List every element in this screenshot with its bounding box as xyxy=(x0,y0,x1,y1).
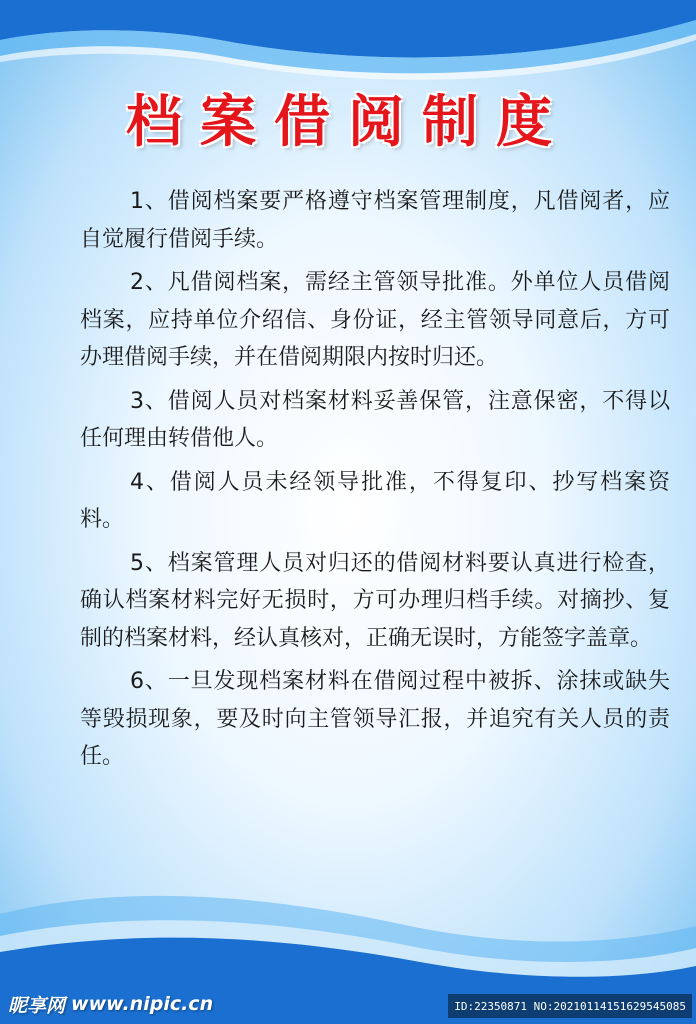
rule-paragraph-4: 4、借阅人员未经领导批准，不得复印、抄写档案资料。 xyxy=(80,469,670,532)
watermark-url: www.nipic.cn xyxy=(71,993,214,1015)
page-title: 档案借阅制度 xyxy=(126,89,570,155)
rule-paragraph-5: 5、档案管理人员对归还的借阅材料要认真进行检查，确认档案材料完好无损时，方可办理归档手续。对摘抄、复制的档案材料，经认真核对，正确无误时，方能签字盖章。 xyxy=(80,550,670,651)
rule-paragraph-2: 2、凡借阅档案，需经主管领导批准。外单位人员借阅档案，应持单位介绍信、身份证，经主管领导同意后，方可办理借阅手续，并在借阅期限内按时归还。 xyxy=(80,270,670,370)
rules-list xyxy=(80,183,670,782)
watermark-brand: 昵享网 xyxy=(8,994,66,1017)
rule-paragraph-6: 6、一旦发现档案材料在借阅过程中被拆、涂抹或缺失等毁损现象，要及时向主管领导汇报，并追究有关人员的责任。 xyxy=(80,669,670,769)
top-wave-decoration xyxy=(0,0,696,90)
image-id-strip: ID:22350871 NO:20210114151629545085 xyxy=(448,994,692,1018)
site-watermark xyxy=(8,990,213,1018)
rule-paragraph-1: 1、借阅档案要严格遵守档案管理制度，凡借阅者，应自觉履行借阅手续。 xyxy=(80,189,670,252)
rule-paragraph-3: 3、借阅人员对档案材料妥善保管，注意保密，不得以任何理由转借他人。 xyxy=(80,388,670,451)
